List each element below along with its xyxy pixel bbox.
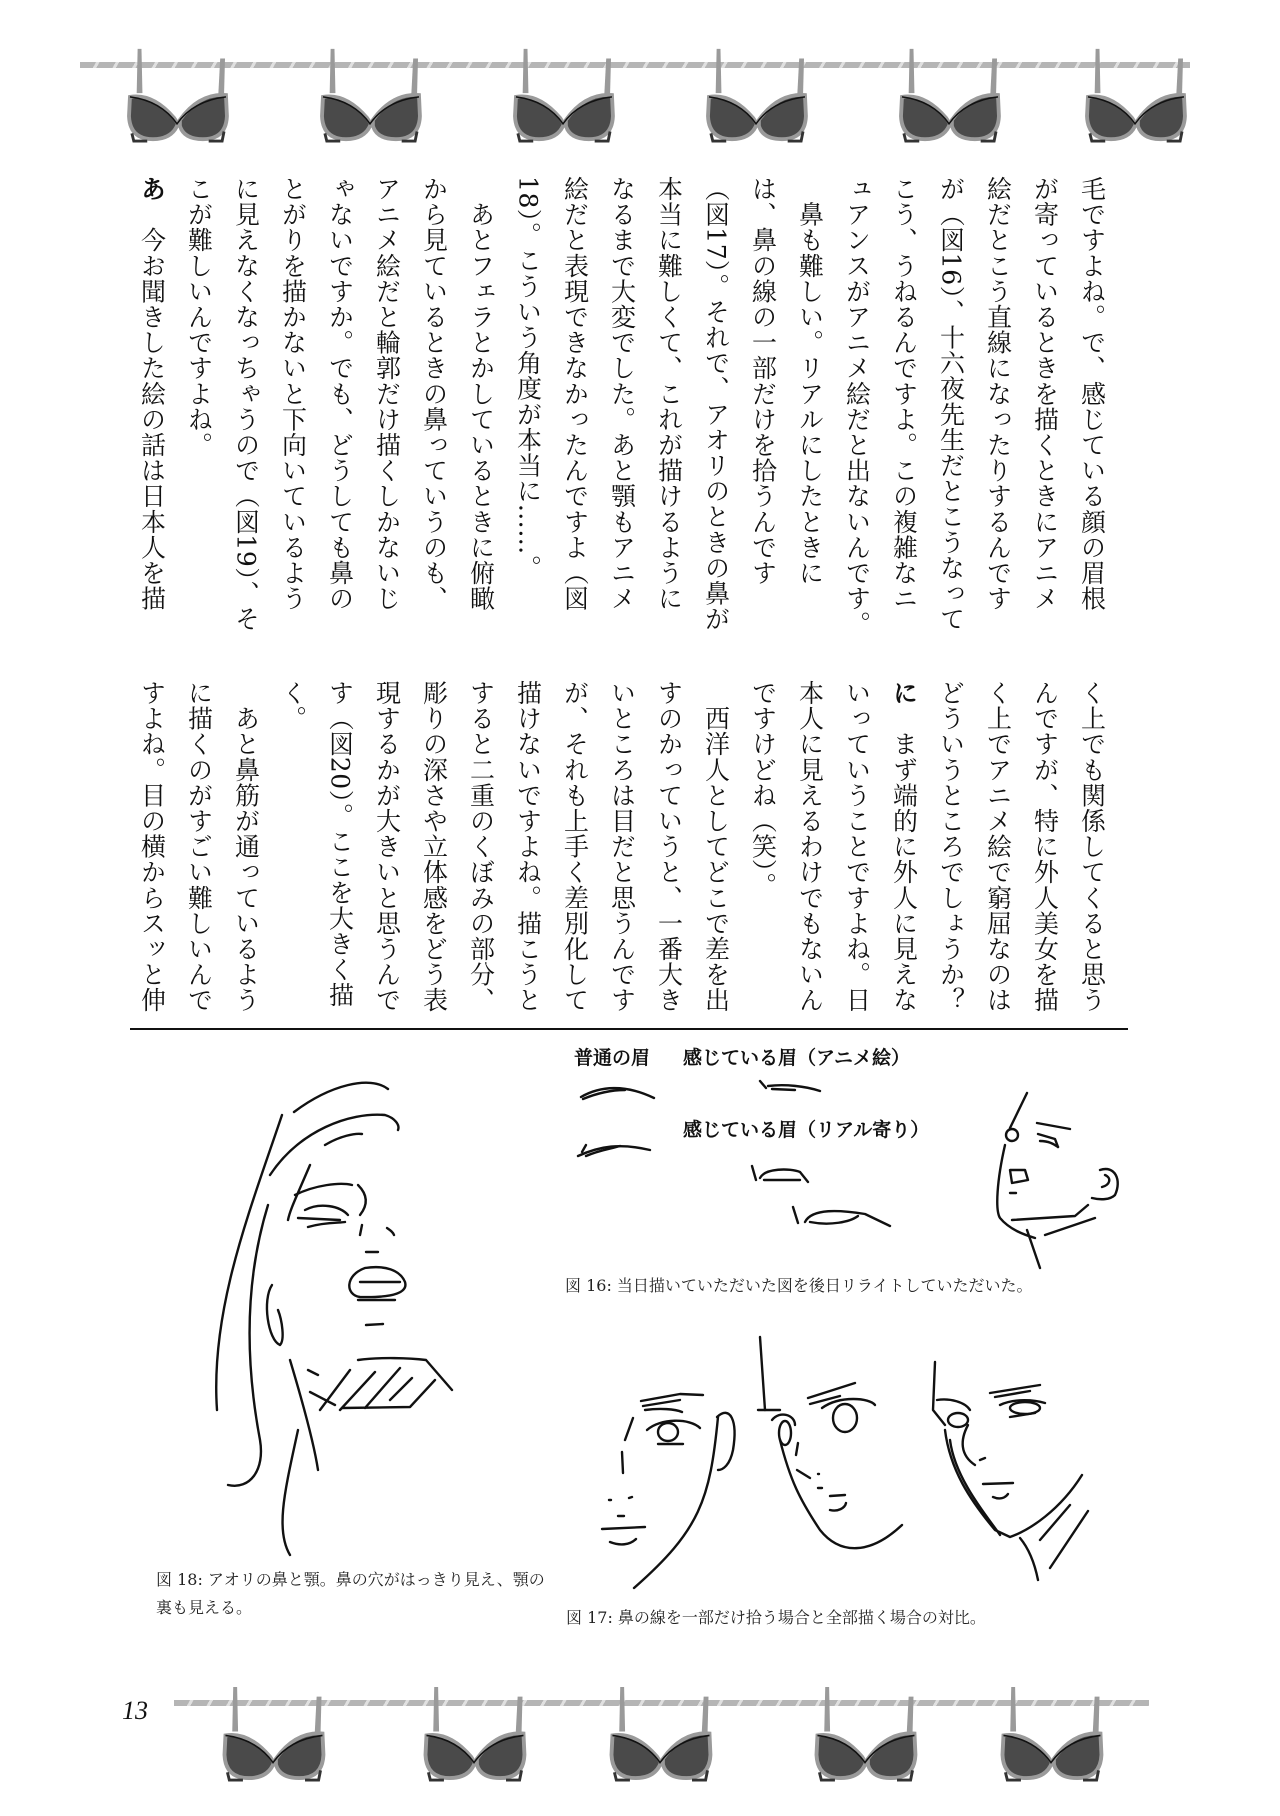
text-column (317, 680, 364, 1008)
text-line: こが難しいんですよね。 (184, 176, 214, 458)
text-column (693, 176, 740, 632)
text-column (693, 680, 740, 1013)
text-line: ゃないですか。でも、どうしても鼻の (325, 176, 355, 612)
text-line: から見ているときの鼻っていうのも、 (419, 176, 449, 612)
text-line: どういうところでしょうか？ (936, 680, 966, 1013)
text-column (1022, 680, 1069, 1013)
text-column (975, 176, 1022, 611)
bra-ornament-icon (1080, 47, 1190, 143)
text-line: く上でも関係してくると思う (1077, 680, 1107, 1013)
text-line: んですが、特に外人美女を描 (1030, 680, 1060, 1013)
text-line: いっていうことですよね。日 (842, 680, 872, 1013)
text-column (881, 680, 928, 1013)
text-column (505, 680, 552, 1013)
text-line: あと鼻筋が通っているよう (231, 680, 261, 1013)
speaker-label: に (889, 680, 919, 706)
text-column (270, 680, 317, 731)
text-column (505, 176, 552, 581)
text-line: すると二重のくぼみの部分、 (466, 680, 496, 1013)
bra-ornament-icon (894, 47, 1004, 143)
text-column (364, 680, 411, 1013)
text-column (975, 680, 1022, 1013)
speaker-label: あ (137, 176, 167, 202)
text-line: く上でアニメ絵で窮屈なのは (983, 680, 1013, 1013)
text-column (270, 176, 317, 611)
bra-ornament-icon (122, 47, 232, 143)
bra-ornament-icon (701, 47, 811, 143)
bra-ornament-icon (605, 1685, 715, 1782)
text-column (1069, 176, 1116, 611)
text-column (223, 176, 270, 632)
text-column (552, 680, 599, 1013)
text-column (129, 680, 176, 1013)
text-line: 鼻も難しい。リアルにしたときに (795, 176, 825, 586)
text-line: 18）。こういう角度が本当に……。 (513, 176, 543, 581)
text-column (599, 176, 646, 611)
text-line: 描けないですよね。描こうと (513, 680, 543, 1013)
text-line: まず端的に外人に見えな (889, 705, 919, 1013)
clothesline (80, 62, 1190, 68)
text-line: 絵だとこう直線になったりするんです (983, 176, 1013, 612)
text-column (928, 680, 975, 1013)
text-column (646, 176, 693, 611)
text-line: あとフェラとかしているときに俯瞰 (466, 176, 496, 612)
text-line: す（図20）。ここを大きく描 (325, 680, 355, 1008)
text-column (176, 176, 223, 458)
text-column (787, 680, 834, 1013)
text-column (928, 176, 975, 632)
text-line: こう、うねるんですよ。この複雑なニ (889, 176, 919, 612)
text-line: 今お聞きした絵の話は日本人を描 (137, 201, 167, 612)
text-line: が寄っているときを描くときにアニメ (1030, 176, 1060, 612)
text-line: 彫りの深さや立体感をどう表 (419, 680, 449, 1013)
text-column (787, 176, 834, 586)
text-line: ュアンスがアニメ絵だと出ないんです。 (842, 176, 872, 637)
text-line: いところは目だと思うんです (607, 680, 637, 1013)
text-column (176, 680, 223, 1013)
figure-17-caption: 図 17: 鼻の線を一部だけ拾う場合と全部描く場合の対比。 (566, 1608, 986, 1627)
text-line: （図17）。それで、アオリのときの鼻が (701, 176, 731, 632)
page-number: 13 (122, 1696, 148, 1725)
text-column (599, 680, 646, 1013)
text-column (646, 680, 693, 1013)
text-column (552, 176, 599, 611)
section-divider (130, 1028, 1128, 1030)
text-line: すのかっていうと、一番大き (654, 680, 684, 1013)
text-column (740, 176, 787, 586)
text-column (411, 680, 458, 1013)
text-line: すよね。目の横からスッと伸 (137, 680, 167, 1013)
label-aroused-eyebrow-anime: 感じている眉（アニメ絵） (683, 1047, 911, 1069)
text-line: に描くのがすごい難しいんで (184, 680, 214, 1013)
text-line: 現するかが大きいと思うんで (372, 680, 402, 1013)
text-column (411, 176, 458, 611)
text-line: 毛ですよね。で、感じている顔の眉根 (1077, 176, 1107, 612)
text-column (458, 680, 505, 1013)
bra-ornament-icon (419, 1685, 529, 1782)
text-column (317, 176, 364, 611)
text-column (1069, 680, 1116, 1013)
text-line: 絵だと表現できなかったんですよ（図 (560, 176, 590, 612)
text-line: アニメ絵だと輪郭だけ描くしかないじ (372, 176, 402, 612)
nose-line-comparison-illustration (590, 1330, 1110, 1600)
text-column (223, 680, 270, 1013)
text-column (129, 176, 176, 611)
text-line: 本当に難しくて、これが描けるように (654, 176, 684, 612)
text-column (740, 680, 787, 898)
text-line: に見えなくなっちゃうので（図19）、そ (231, 176, 261, 632)
text-line: ですけどね（笑）。 (748, 680, 778, 898)
bra-ornament-icon (315, 47, 425, 143)
label-normal-eyebrow: 普通の眉 (574, 1047, 651, 1069)
bra-ornament-icon (218, 1685, 328, 1782)
text-column (458, 176, 505, 611)
text-line: く。 (278, 680, 308, 732)
text-line: が、それも上手く差別化して (560, 680, 590, 1013)
bra-ornament-icon (996, 1685, 1106, 1782)
text-column (881, 176, 928, 611)
text-line: が（図16）、十六夜先生だとこうなって (936, 176, 966, 632)
text-column (364, 176, 411, 611)
text-line: とがりを描かないと下向いているよう (278, 176, 308, 612)
figure-18-caption: 図 18: アオリの鼻と顎。鼻の穴がはっきり見え、顎の裏も見える。 (156, 1570, 545, 1617)
face-from-below-illustration (190, 1060, 550, 1560)
label-aroused-eyebrow-real: 感じている眉（リアル寄り） (683, 1119, 930, 1141)
eyebrow-sketches-illustration (560, 1070, 1130, 1280)
text-line: 西洋人としてどこで差を出 (701, 680, 731, 1013)
text-line: は、鼻の線の一部だけを拾うんです (748, 176, 778, 586)
bra-ornament-icon (810, 1685, 920, 1782)
text-line: なるまで大変でした。あと顎もアニメ (607, 176, 637, 612)
text-line: 本人に見えるわけでもないん (795, 680, 825, 1013)
text-column (834, 680, 881, 1013)
figure-16-caption: 図 16: 当日描いていただいた図を後日リライトしていただいた。 (565, 1276, 1033, 1295)
text-column (1022, 176, 1069, 611)
text-column (834, 176, 881, 637)
bra-ornament-icon (508, 47, 618, 143)
